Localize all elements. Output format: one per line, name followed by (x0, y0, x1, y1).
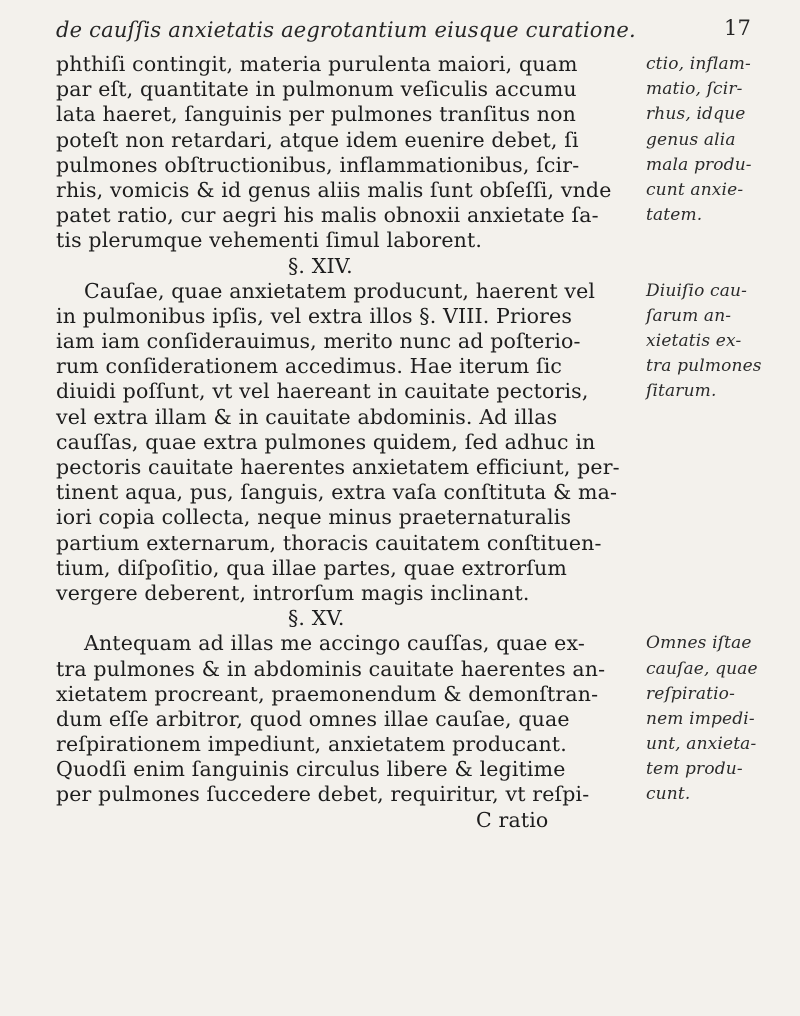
line-text: reſpirationem impediunt, anxietatem producant. (56, 732, 567, 757)
text-line (56, 128, 786, 153)
text-line (56, 505, 786, 530)
line-text: tium, diſpoſitio, qua illae partes, quae extrorſum (56, 555, 567, 580)
margin-note: cunt anxie- (646, 179, 744, 200)
line-text: dum eſſe arbitror, quod omnes illae cauſae, quae (56, 706, 570, 731)
line-text: Quodſi enim ſanguinis circulus libere & legitime (56, 757, 566, 782)
margin-note: matio, ſcir- (646, 79, 743, 100)
line-text: §. XV. (288, 606, 345, 631)
line-text: Antequam ad illas me accingo cauſſas, quae ex- (84, 631, 585, 656)
text-line (56, 279, 786, 304)
margin-note: ſitarum. (646, 381, 717, 402)
margin-note: reſpiratio- (646, 683, 735, 704)
text-line (56, 757, 786, 782)
text-line (56, 631, 786, 656)
section-heading (56, 254, 786, 279)
text-line (56, 354, 786, 379)
text-line (56, 556, 786, 581)
margin-note: mala produ- (646, 154, 752, 175)
margin-note: tra pulmones (646, 356, 762, 377)
line-text: phthiſi contingit, materia purulenta maiori, quam (56, 52, 578, 76)
line-text: diuidi poſſunt, vt vel haereant in cauitate pectoris, (56, 379, 589, 404)
margin-note: Diuiſio cau- (646, 280, 747, 301)
margin-note: ctio, inflam- (646, 54, 751, 74)
text-line (56, 782, 786, 807)
line-text: per pulmones ſuccedere debet, requiritur, vt reſpi- (56, 782, 590, 807)
page-body (56, 52, 786, 1007)
text-line (56, 329, 786, 354)
margin-note: unt, anxieta- (646, 734, 757, 755)
page-number: 17 (724, 16, 752, 40)
text-line (56, 430, 786, 455)
text-line (56, 379, 786, 404)
line-text: §. XIV. (288, 253, 353, 278)
line-text: patet ratio, cur aegri his malis obnoxii anxietate ſa- (56, 203, 599, 228)
text-line (56, 682, 786, 707)
line-text: vel extra illam & in cauitate abdominis. Ad illas (56, 404, 558, 429)
line-text: xietatem procreant, praemonendum & demonſtran- (56, 681, 599, 706)
line-text: in pulmonibus ipſis, vel extra illos §. VIII. Priores (56, 303, 573, 328)
text-line (56, 480, 786, 505)
text-line (56, 707, 786, 732)
line-text: rhis, vomicis & id genus aliis malis ſunt obſeſſi, vnde (56, 177, 612, 202)
line-text: rum conſiderationem accedimus. Hae iterum ſic (56, 354, 563, 379)
text-line (56, 153, 786, 178)
line-text: C ratio (476, 807, 549, 832)
text-line (56, 455, 786, 480)
line-text: partium externarum, thoracis cauitatem conſtituen- (56, 530, 602, 555)
catchword-line (56, 808, 786, 833)
margin-note: tatem. (646, 205, 703, 226)
text-line (56, 52, 786, 77)
text-line (56, 531, 786, 556)
text-line (56, 178, 786, 203)
section-heading (56, 606, 786, 631)
text-line (56, 732, 786, 757)
text-line (56, 228, 786, 253)
line-text: pulmones obſtructionibus, inflammationibus, ſcir- (56, 152, 580, 177)
margin-note: Omnes iſtae (646, 633, 752, 654)
line-text: iori copia collecta, neque minus praeternaturalis (56, 505, 572, 530)
text-line (56, 405, 786, 430)
margin-note: cunt. (646, 784, 691, 805)
margin-note: genus alia (646, 129, 736, 150)
running-header (56, 12, 756, 42)
text-line (56, 203, 786, 228)
line-text: pectoris cauitate haerentes anxietatem efficiunt, per- (56, 455, 620, 479)
text-line (56, 657, 786, 682)
line-text: poteſt non retardari, atque idem euenire debet, ſi (56, 127, 579, 152)
text-line (56, 102, 786, 127)
margin-note: xietatis ex- (646, 331, 742, 352)
running-title: de cauſſis anxietatis aegrotantium eiusque curatione. (56, 18, 636, 42)
margin-note: cauſae, quae (646, 658, 758, 679)
line-text: lata haeret, ſanguinis per pulmones tranſitus non (56, 102, 576, 127)
line-text: tinent aqua, pus, ſanguis, extra vaſa conſtituta & ma- (56, 480, 618, 505)
line-text: tra pulmones & in abdominis cauitate haerentes an- (56, 656, 606, 681)
text-line (56, 77, 786, 102)
line-text: cauſſas, quae extra pulmones quidem, ſed adhuc in (56, 429, 596, 454)
margin-note: ſarum an- (646, 305, 732, 326)
line-text: vergere deberent, introrſum magis inclinant. (56, 580, 530, 605)
line-text: tis plerumque vehementi ſimul laborent. (56, 228, 483, 253)
margin-note: rhus, idque (646, 104, 746, 125)
text-line (56, 304, 786, 329)
margin-note: nem impedi- (646, 708, 755, 729)
line-text: par eſt, quantitate in pulmonum veſiculis accumu (56, 77, 577, 102)
margin-note: tem produ- (646, 759, 743, 780)
line-text: iam iam conſiderauimus, merito nunc ad poſterio- (56, 329, 581, 354)
text-line (56, 581, 786, 606)
line-text: Cauſae, quae anxietatem producunt, haerent vel (84, 278, 596, 303)
